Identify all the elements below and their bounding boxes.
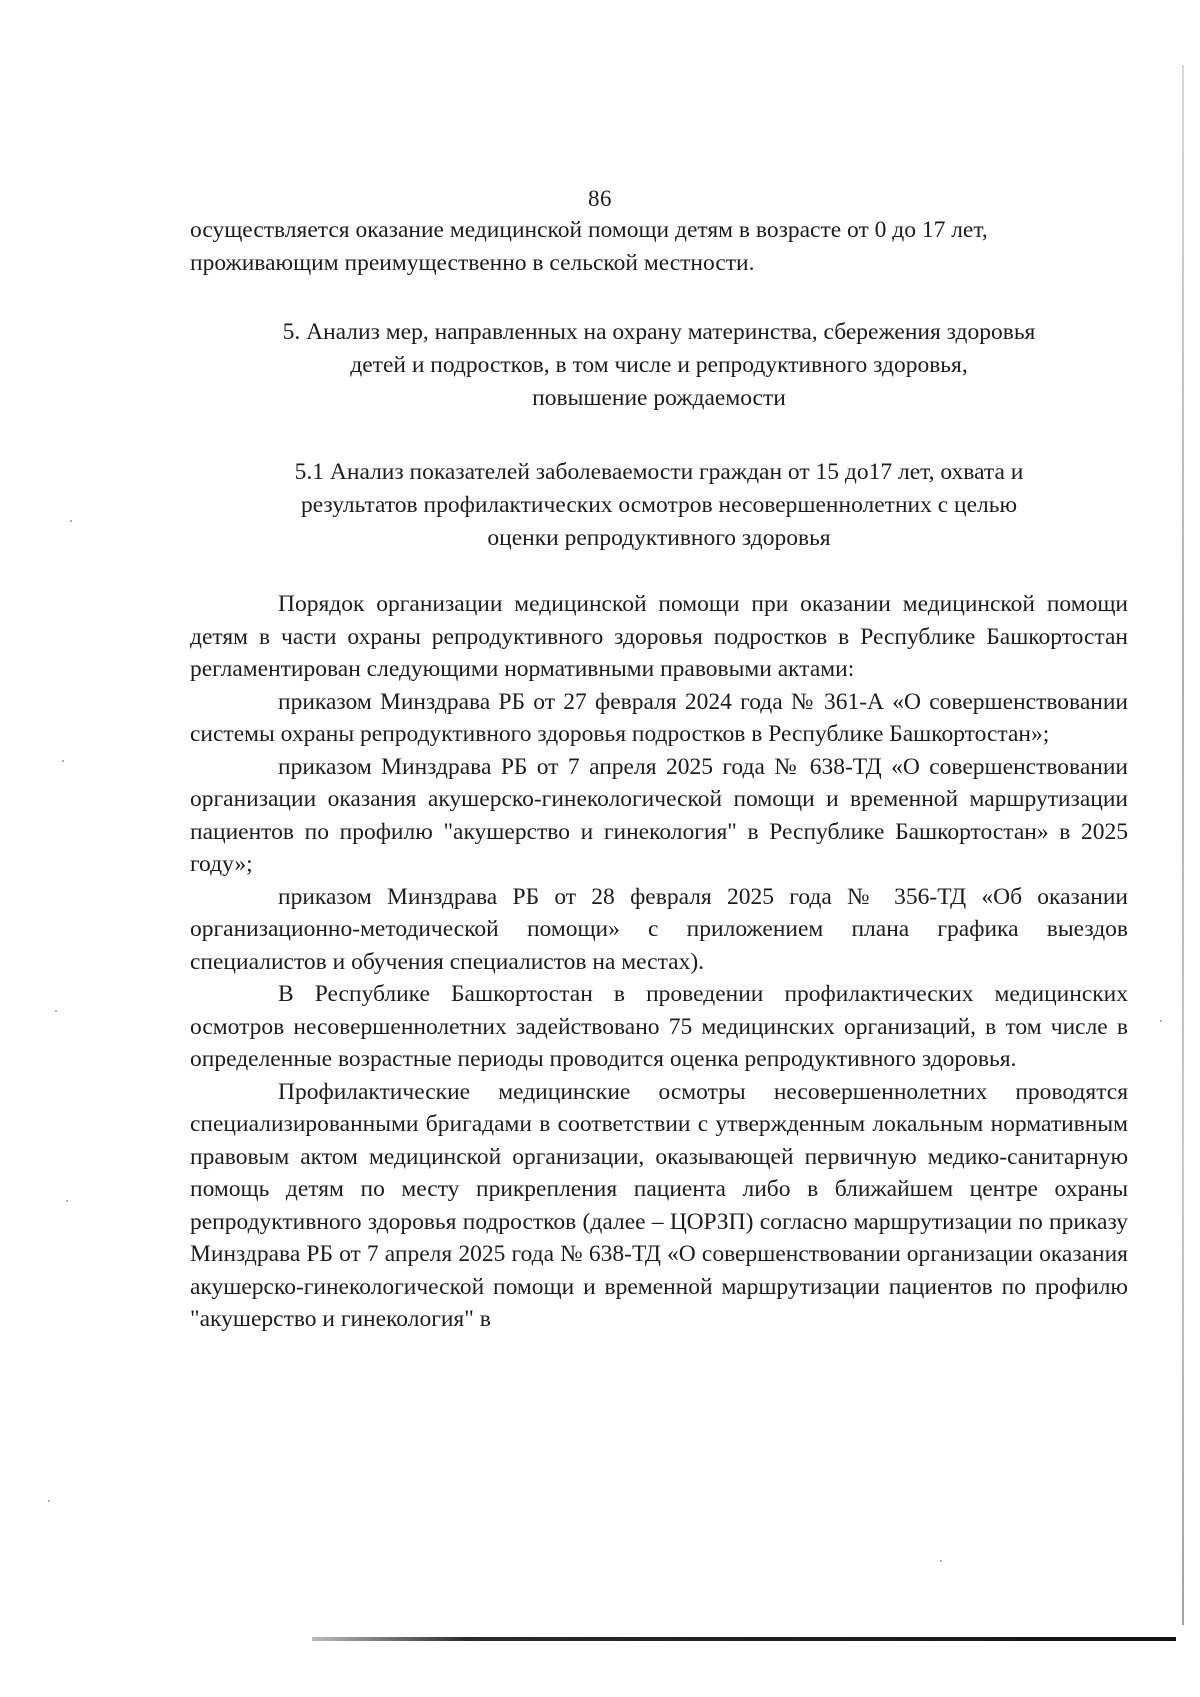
scan-speck bbox=[70, 520, 72, 522]
continuation-text: осуществляется оказание медицинской помощи детям в возрасте от 0 до 17 лет, проживающим преимущественно в сельской местности. bbox=[190, 217, 988, 276]
scan-speck bbox=[62, 760, 64, 762]
scan-speck bbox=[1160, 1020, 1162, 1022]
paragraph-checkups: Профилактические медицинские осмотры несовершеннолетних проводятся специализированными бригадами в соответствии с утвержденным локальным нормативным правовым актом медицинской организации, оказывающей первичную медико-санитарную помощь детям по месту прикрепления пациента либо в ближайшем центре охраны репродуктивного здоровья подростков (далее – ЦОРЗП) согласно маршрутизации по приказу Минздрава РБ от 7 апреля 2025 года № 638-ТД «О совершенствовании организации оказания акушерско-гинекологической помощи и временной маршрутизации пациентов по профилю "акушерство и гинекология" в bbox=[190, 1078, 1128, 1332]
section-5-1-heading-line: оценки репродуктивного здоровья bbox=[487, 525, 831, 551]
page-number: 86 bbox=[588, 186, 612, 211]
scan-edge-shadow bbox=[1182, 65, 1184, 1625]
paragraph-order-638: приказом Минздрава РБ от 7 апреля 2025 года № 638-ТД «О совершенствовании организации оказания акушерско-гинекологической помощи и временной маршрутизации пациентов по профилю "акушерство и гинекология" в Республике Башкортостан» в 2025 году»; bbox=[190, 753, 1128, 877]
section-5-1-heading-line: 5.1 Анализ показателей заболеваемости граждан от 15 до17 лет, охвата и bbox=[294, 459, 1024, 485]
bottom-scan-rule bbox=[312, 1637, 1176, 1641]
section-5-heading bbox=[190, 316, 1128, 415]
paragraph-intro: Порядок организации медицинской помощи при оказании медицинской помощи детям в части охраны репродуктивного здоровья подростков в Республике Башкортостан регламентирован следующими нормативными правовыми актами: bbox=[190, 591, 1128, 682]
scan-speck bbox=[48, 1500, 50, 1502]
scan-speck bbox=[55, 1010, 57, 1012]
section-5-1-heading-line: результатов профилактических осмотров несовершеннолетних с целью bbox=[300, 492, 1018, 518]
paragraph-organizations: В Республике Башкортостан в проведении профилактических медицинских осмотров несовершеннолетних задействовано 75 медицинских организаций, в том числе в определенные возрастные периоды проводится оценка репродуктивного здоровья. bbox=[190, 981, 1128, 1072]
scan-speck bbox=[940, 1560, 942, 1562]
body-text bbox=[190, 588, 1128, 1336]
section-5-heading-line: повышение рождаемости bbox=[532, 385, 786, 411]
section-5-1-heading bbox=[190, 456, 1128, 555]
paragraph-order-356: приказом Минздрава РБ от 28 февраля 2025 года № 356-ТД «Об оказании организационно-методической помощи» с приложением плана графика выездов специалистов и обучения специалистов на местах). bbox=[190, 883, 1128, 975]
section-5-heading-line: 5. Анализ мер, направленных на охрану материнства, сбережения здоровья bbox=[282, 319, 1036, 345]
section-5-heading-line: детей и подростков, в том числе и репродуктивного здоровья, bbox=[350, 352, 968, 378]
scan-speck bbox=[66, 1200, 68, 1202]
paragraph-order-361: приказом Минздрава РБ от 27 февраля 2024 года № 361-А «О совершенствовании системы охраны репродуктивного здоровья подростков в Республике Башкортостан»; bbox=[190, 688, 1128, 747]
